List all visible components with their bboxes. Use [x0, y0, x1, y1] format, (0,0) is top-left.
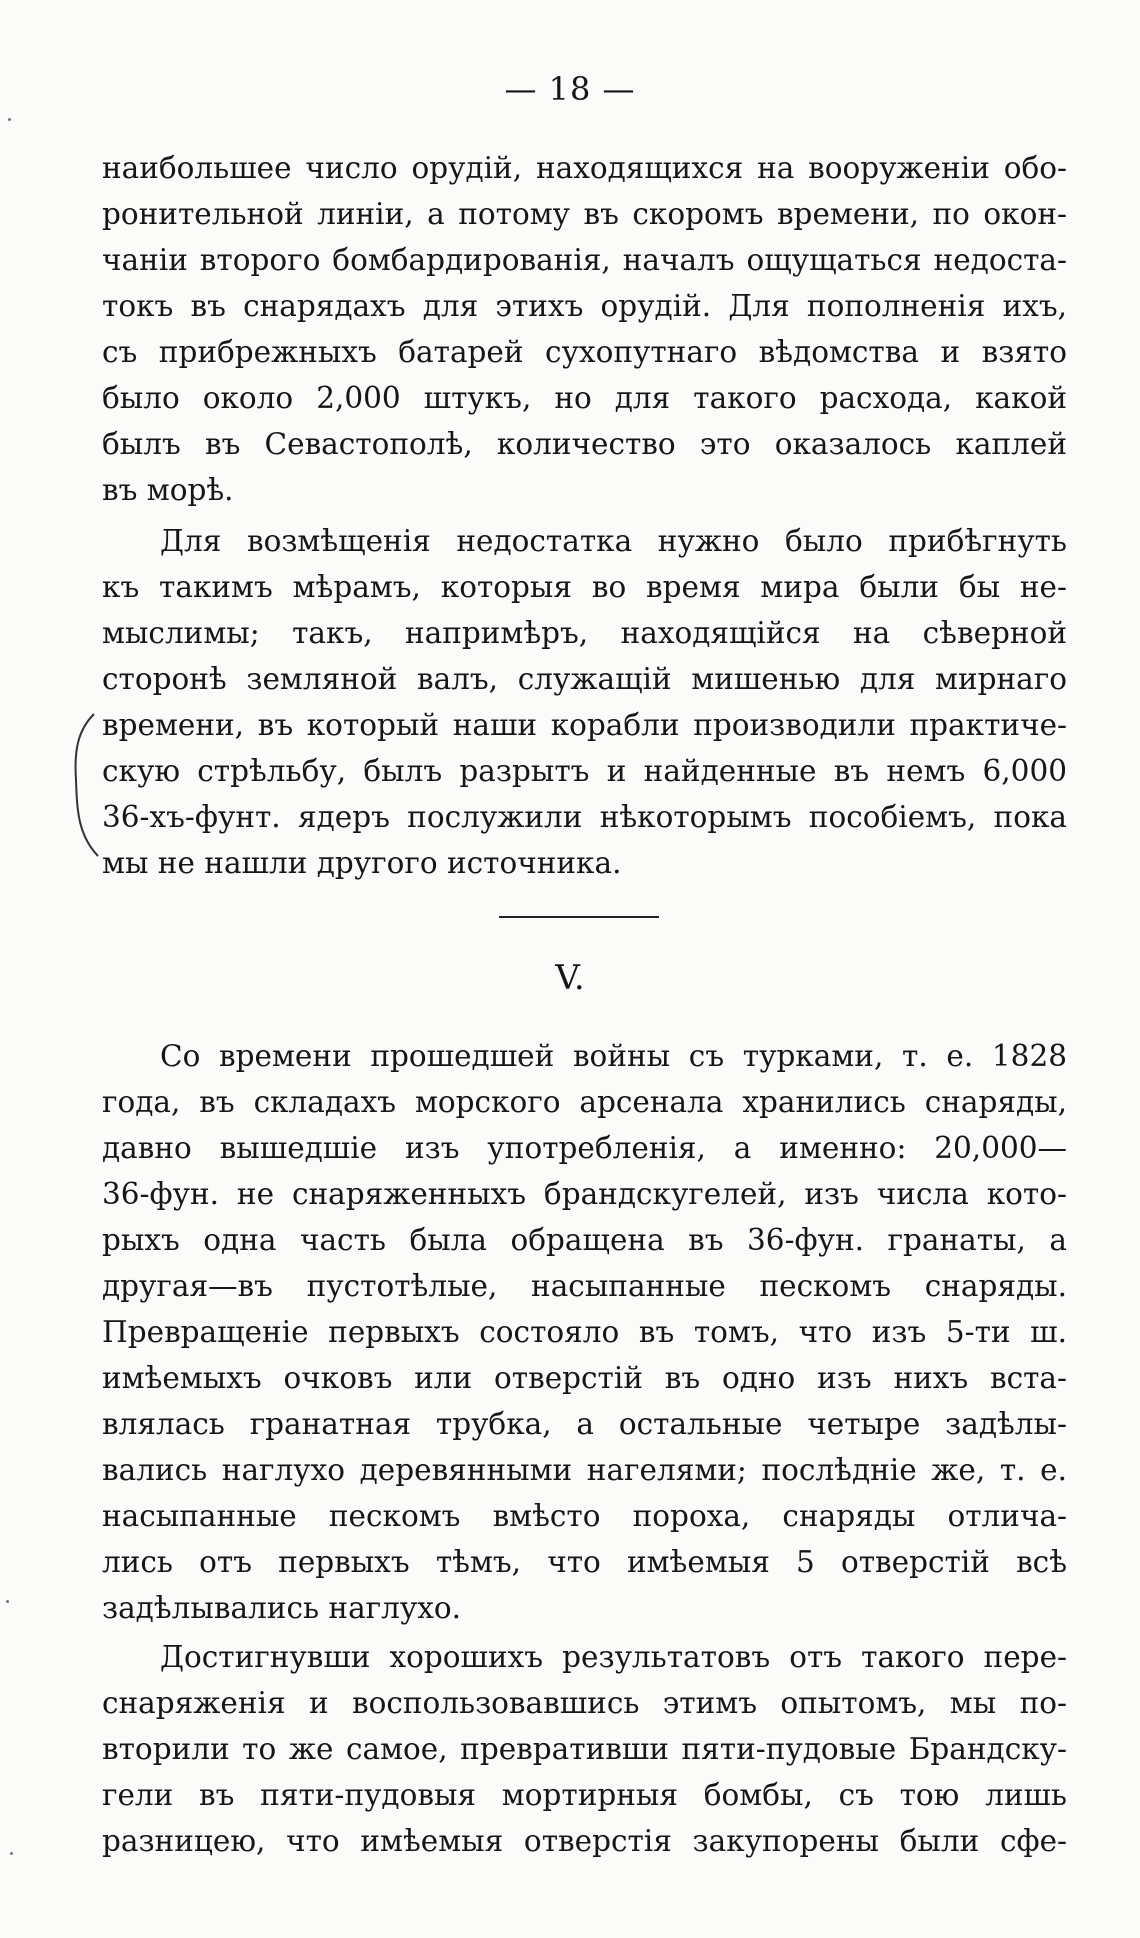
text-line: мыслимы; такъ, напримѣръ, находящійся на сѣверной [102, 616, 1067, 650]
text-line: 36-фун. не снаряженныхъ брандскугелей, изъ числа кото- [102, 1177, 1067, 1211]
text-line: времени, въ который наши корабли производили практиче- [102, 708, 1067, 742]
margin-brace-mark [68, 710, 102, 860]
text-line: влялась гранатная трубка, а остальные четыре задѣлы- [102, 1407, 1067, 1441]
text-line: имѣемыхъ очковъ или отверстій въ одно изъ нихъ вста- [102, 1361, 1067, 1395]
text-line: сторонѣ земляной валъ, служащій мишенью для мирнаго [102, 662, 1067, 696]
text-line: Для возмѣщенія недостатка нужно было прибѣгнуть [160, 524, 1067, 558]
text-line: лись отъ первыхъ тѣмъ, что имѣемыя 5 отверстій всѣ [102, 1545, 1067, 1579]
page-number: — 18 — [504, 70, 636, 108]
text-line: давно вышедшіе изъ употребленія, а именно: 20,000— [102, 1131, 1067, 1165]
text-line: Со времени прошедшей войны съ турками, т. е. 1828 [160, 1039, 1067, 1073]
text-line: къ такимъ мѣрамъ, которыя во время мира были бы не- [102, 570, 1067, 604]
scan-speck [8, 118, 11, 121]
text-line: въ морѣ. [102, 473, 234, 507]
text-line: было около 2,000 штукъ, но для такого расхода, какой [102, 381, 1067, 415]
text-line: вались наглухо деревянными нагелями; послѣдніе же, т. е. [102, 1453, 1067, 1487]
text-line: Достигнувши хорошихъ результатовъ отъ такого пере- [160, 1640, 1067, 1674]
paragraph-3 [102, 1033, 1067, 1631]
text-line: года, въ складахъ морского арсенала хранились снаряды, [102, 1085, 1067, 1119]
scan-speck [10, 1852, 13, 1855]
text-line: наибольшее число орудій, находящихся на вооруженіи обо- [102, 151, 1067, 185]
section-divider [499, 916, 659, 918]
section-heading: V. [555, 958, 585, 998]
text-line: снаряженія и воспользовавшись этимъ опытомъ, мы по- [102, 1686, 1067, 1720]
text-line: 36-хъ-фунт. ядеръ послужили нѣкоторымъ пособіемъ, пока [102, 800, 1067, 834]
text-line: вторили то же самое, превративши пяти-пудовые Брандску- [102, 1732, 1067, 1766]
text-line: насыпанные пескомъ вмѣсто пороха, снаряды отлича- [102, 1499, 1067, 1533]
paragraph-2 [102, 518, 1067, 886]
text-line: задѣлывались наглухо. [102, 1591, 461, 1625]
text-line: другая—въ пустотѣлые, насыпанные пескомъ снаряды. [102, 1269, 1067, 1303]
text-line: гели въ пяти-пудовыя мортирныя бомбы, съ тою лишь [102, 1778, 1067, 1812]
scan-speck [6, 1600, 9, 1603]
text-line: съ прибрежныхъ батарей сухопутнаго вѣдомства и взято [102, 335, 1067, 369]
text-line: былъ въ Севастополѣ, количество это оказалось каплей [102, 427, 1067, 461]
text-line: скую стрѣльбу, былъ разрытъ и найденные въ немъ 6,000 [102, 754, 1067, 788]
paragraph-1 [102, 145, 1067, 513]
text-line: мы не нашли другого источника. [102, 846, 622, 880]
text-line: чаніи второго бомбардированія, началъ ощущаться недоста- [102, 243, 1067, 277]
text-line: токъ въ снарядахъ для этихъ орудій. Для пополненія ихъ, [102, 289, 1067, 323]
text-line: разницею, что имѣемыя отверстія закупорены были сфе- [102, 1824, 1067, 1858]
text-line: ронительной линіи, а потому въ скоромъ времени, по окон- [102, 197, 1067, 231]
paragraph-4 [102, 1634, 1067, 1864]
text-line: Превращеніе первыхъ состояло въ томъ, что изъ 5-ти ш. [102, 1315, 1067, 1349]
text-line: рыхъ одна часть была обращена въ 36-фун. гранаты, а [102, 1223, 1067, 1257]
